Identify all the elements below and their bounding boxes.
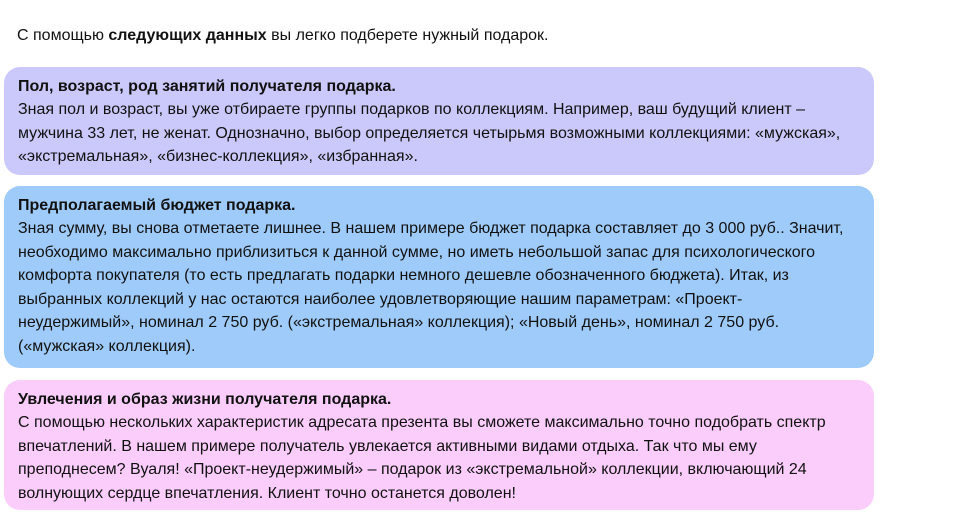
card-line: впечатлений. В нашем примере получатель увлекается активными видами отдыха. Так что мы ему — [18, 437, 757, 455]
card-line: выбранных коллекций у нас остаются наиболее удовлетворяющие нашим параметрам: «Проект- — [18, 290, 743, 308]
card-title: Пол, возраст, род занятий получателя подарка. — [18, 78, 396, 95]
card-line: («мужская» коллекция). — [18, 337, 196, 355]
card-title: Предполагаемый бюджет подарка. — [18, 197, 296, 214]
card-line: необходимо максимально приблизиться к данной сумме, но иметь небольшой запас для психологического — [18, 243, 816, 261]
card-body — [18, 217, 860, 358]
criteria-card-gender-age — [4, 67, 874, 175]
intro-bold: следующих данных — [108, 27, 267, 44]
card-body — [18, 411, 860, 505]
intro-suffix: вы легко подберете нужный подарок. — [266, 27, 549, 44]
card-line: «экстремальная», «бизнес-коллекция», «избранная». — [18, 148, 418, 165]
card-line: С помощью нескольких характеристик адресата презента вы сможете максимально точно подобрать спектр — [18, 414, 826, 431]
card-line: преподнесем? Вуаля! «Проект-неудержимый» – подарок из «экстремальной» коллекции, включающий 24 — [18, 461, 807, 478]
card-body — [18, 98, 860, 169]
card-line: Зная сумму, вы снова отметаете лишнее. В нашем примере бюджет подарка составляет до 3 000 руб.. Значит, — [18, 220, 844, 237]
criteria-card-budget — [4, 186, 874, 368]
card-title: Увлечения и образ жизни получателя подарка. — [18, 391, 392, 408]
criteria-card-lifestyle — [4, 380, 874, 510]
card-line: неудержимый», номинал 2 750 руб. («экстремальная» коллекция); «Новый день», номинал 2 750 руб. — [18, 314, 780, 331]
intro-text — [17, 26, 549, 46]
card-line: комфорта покупателя (то есть предлагать подарки немного дешевле обозначенного бюджета). Итак, из — [18, 267, 789, 284]
card-line: волнующих сердце впечатления. Клиент точно останется доволен! — [18, 484, 516, 502]
card-line: мужчина 33 лет, не женат. Однозначно, выбор определяется четырьмя возможными коллекциями: «мужская», — [18, 124, 841, 142]
card-line: Зная пол и возраст, вы уже отбираете группы подарков по коллекциям. Например, ваш будущий клиент – — [18, 101, 806, 118]
intro-prefix: С помощью — [17, 27, 109, 44]
